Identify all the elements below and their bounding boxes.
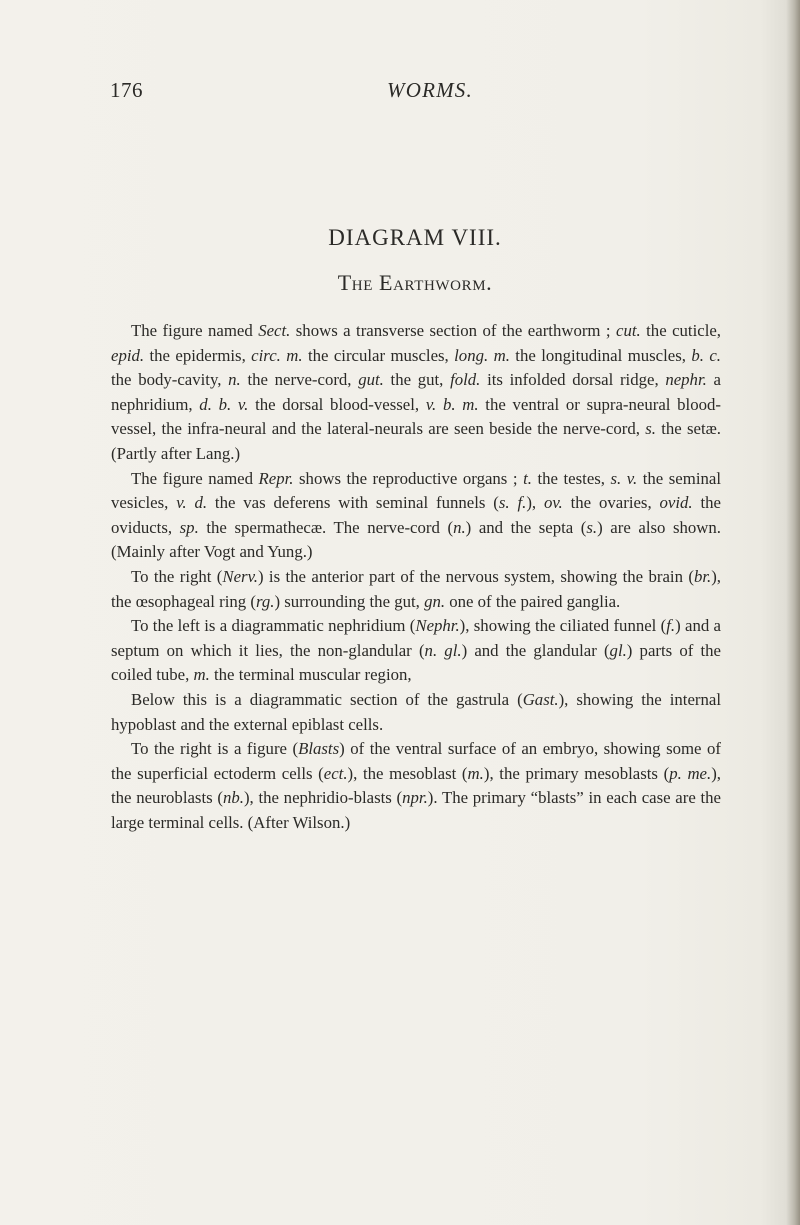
caption-paragraph: [111, 565, 721, 614]
figure-abbreviation: ov.: [543, 493, 563, 513]
text-run: the epidermis,: [144, 345, 252, 365]
text-run: its infolded dorsal ridge,: [480, 370, 666, 390]
figure-abbreviation: n. gl.: [424, 640, 462, 660]
figure-abbreviation: fold.: [450, 370, 481, 390]
text-run: ) parts of the coiled tube,: [111, 640, 722, 685]
figure-abbreviation: s.: [586, 517, 598, 537]
text-run: ), showing the ciliated funnel (: [459, 616, 667, 636]
text-run: ) surrounding the gut,: [274, 591, 425, 611]
figure-abbreviation: n.: [228, 370, 241, 390]
figure-abbreviation: gut.: [358, 370, 384, 390]
text-run: To the left is a diagrammatic nephridium (: [131, 616, 416, 636]
figure-abbreviation: epid.: [111, 345, 145, 365]
figure-abbreviation: Sect.: [258, 321, 291, 340]
figure-abbreviation: t.: [523, 468, 532, 488]
caption-paragraph: [111, 614, 721, 688]
text-run: the seminal vesicles,: [111, 468, 721, 513]
figure-abbreviation: gl.: [609, 640, 627, 660]
text-run: ) and the glandular (: [461, 640, 610, 660]
figure-abbreviation: nephr.: [665, 370, 707, 390]
text-run: the setæ. (Partly after Lang.): [111, 419, 722, 463]
text-run: ) and a septum on which it lies, the non-glandular (: [111, 616, 721, 660]
figure-abbreviation: s.: [645, 419, 656, 439]
text-run: The figure named: [131, 468, 259, 488]
figure-abbreviation: b. c.: [691, 345, 721, 365]
figure-abbreviation: br.: [693, 566, 712, 586]
figure-abbreviation: s. f.: [498, 493, 527, 513]
text-run: the ovaries,: [562, 493, 660, 513]
text-run: The figure named: [131, 321, 259, 340]
caption-paragraph: [111, 319, 721, 467]
text-run: one of the paired ganglia.: [445, 591, 621, 611]
figure-abbreviation: p. me.: [669, 763, 712, 783]
figure-abbreviation: Gast.: [522, 689, 559, 709]
figure-abbreviation: npr.: [402, 788, 428, 808]
text-run: ),: [526, 493, 544, 513]
text-run: the longitudinal muscles,: [509, 345, 692, 365]
figure-abbreviation: nb.: [222, 788, 244, 808]
text-run: ) and the septa (: [465, 517, 587, 537]
text-run: To the right is a figure (: [131, 739, 299, 759]
text-run: the terminal muscular region,: [209, 665, 412, 685]
text-run: To the right (: [131, 566, 223, 586]
caption-paragraph: [111, 467, 721, 565]
figure-abbreviation: rg.: [255, 591, 275, 611]
figure-abbreviation: n.: [453, 517, 466, 537]
figure-abbreviation: ect.: [323, 763, 348, 783]
figure-abbreviation: Blasts: [298, 739, 340, 759]
text-run: a nephridium,: [111, 370, 721, 414]
text-run: shows the reproductive organs ;: [293, 468, 524, 488]
page-number: 176: [110, 78, 143, 102]
text-run: ). The primary “blasts” in each case are the large terminal cells. (After Wilson.): [111, 788, 721, 832]
page-header: [110, 78, 720, 108]
caption-paragraph: [111, 688, 721, 737]
figure-abbreviation: gn.: [424, 591, 446, 611]
text-run: ) are also shown. (Mainly after Vogt and Yung.): [111, 517, 722, 562]
text-run: the spermathecæ. The nerve-cord (: [198, 517, 454, 537]
figure-abbreviation: Nerv.: [222, 566, 258, 586]
text-run: ), the nephridio-blasts (: [243, 788, 403, 808]
text-run: the body-cavity,: [111, 370, 229, 390]
text-run: shows a transverse section of the earthworm ;: [290, 321, 617, 340]
figure-abbreviation: v. b. m.: [425, 394, 479, 414]
text-run: the circular muscles,: [302, 345, 455, 365]
diagram-subtitle: The Earthworm.: [337, 270, 493, 295]
text-run: ) is the anterior part of the nervous system, showing the brain (: [257, 566, 694, 586]
text-run: the ventral or supra-neural blood-vessel, the infra-neural and the lateral-neurals are seen beside the nerve-cord,: [111, 394, 721, 439]
text-run: Below this is a diagrammatic section of the gastrula (: [131, 689, 523, 709]
text-run: the testes,: [531, 468, 611, 488]
text-run: ), the primary mesoblasts (: [483, 763, 670, 783]
text-run: the cuticle,: [640, 321, 721, 340]
figure-abbreviation: m.: [193, 665, 210, 685]
text-run: the dorsal blood-vessel,: [248, 394, 426, 414]
text-run: the nerve-cord,: [240, 370, 359, 390]
figure-abbreviation: f.: [666, 616, 676, 636]
text-run: ) of the ventral surface of an embryo, showing some of the superficial ectoderm cells (: [111, 739, 721, 783]
figure-abbreviation: long. m.: [454, 345, 510, 365]
figure-abbreviation: v. d.: [176, 493, 208, 513]
figure-abbreviation: sp.: [179, 517, 199, 537]
text-run: ), showing the internal hypoblast and the external epiblast cells.: [111, 689, 722, 734]
text-run: the vas deferens with seminal funnels (: [207, 493, 499, 513]
text-run: ), the œsophageal ring (: [111, 566, 721, 611]
figure-abbreviation: s. v.: [610, 468, 638, 488]
figure-abbreviation: Repr.: [258, 468, 294, 488]
text-run: ), the mesoblast (: [347, 763, 468, 783]
diagram-title: DIAGRAM VIII.: [328, 225, 502, 250]
caption-paragraph: [111, 737, 721, 835]
figure-abbreviation: ovid.: [659, 493, 693, 513]
text-run: ), the neuroblasts (: [111, 763, 722, 808]
figure-abbreviation: m.: [467, 763, 484, 783]
figure-abbreviation: d. b. v.: [199, 394, 249, 414]
figure-abbreviation: Nephr.: [415, 616, 460, 636]
running-head: WORMS.: [387, 78, 473, 102]
page-edge-shadow: [786, 0, 800, 1225]
caption-body: [111, 319, 721, 835]
text-run: the gut,: [383, 370, 451, 390]
figure-abbreviation: circ. m.: [251, 345, 303, 365]
figure-abbreviation: cut.: [616, 321, 641, 340]
text-run: the oviducts,: [111, 493, 721, 537]
